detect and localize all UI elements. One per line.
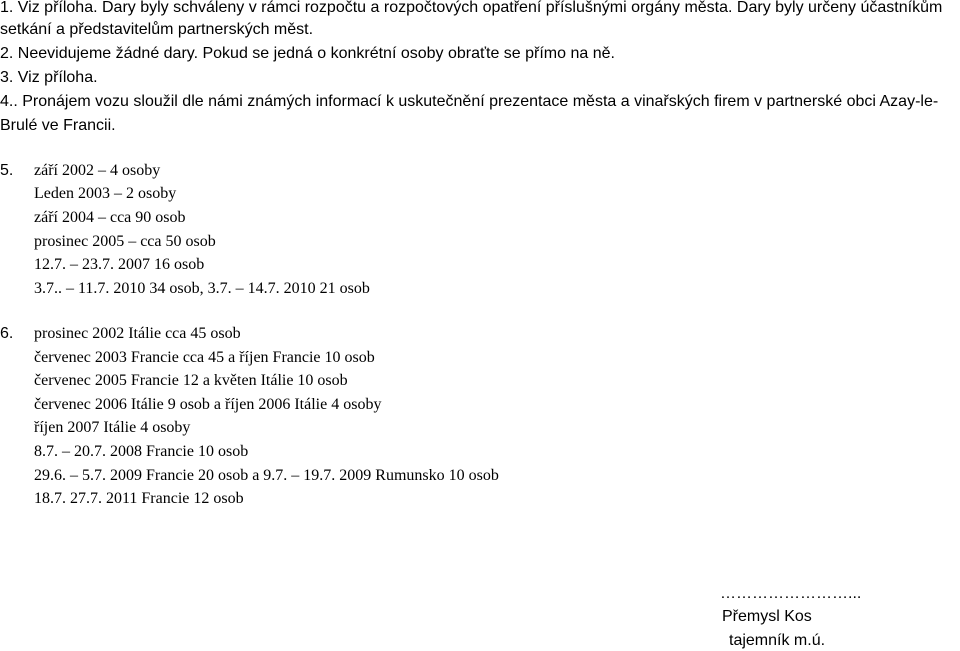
item-5-line: září 2004 – cca 90 osob: [34, 209, 186, 226]
item-2: 2. Neevidujeme žádné dary. Pokud se jedná o konkrétní osoby obraťte se přímo na ně.: [0, 45, 615, 62]
item-6-line: 8.7. – 20.7. 2008 Francie 10 osob: [34, 443, 249, 460]
item-3: 3. Viz příloha.: [0, 69, 98, 86]
item-6-line: prosinec 2002 Itálie cca 45 osob: [34, 325, 241, 342]
item-6-line: červenec 2006 Itálie 9 osob a říjen 2006 Itálie 4 osoby: [34, 396, 382, 413]
item-1-line-2: setkání a představitelům partnerských měst.: [0, 21, 314, 38]
item-5-line: prosinec 2005 – cca 50 osob: [34, 233, 216, 250]
signature-name: Přemysl Kos: [722, 608, 812, 625]
item-6-line: červenec 2003 Francie cca 45 a říjen Francie 10 osob: [34, 349, 375, 366]
item-6-line: 18.7. 27.7. 2011 Francie 12 osob: [34, 490, 244, 507]
item-5-line: 3.7.. – 11.7. 2010 34 osob, 3.7. – 14.7. 2010 21 osob: [34, 280, 370, 297]
item-5-number: 5.: [0, 162, 14, 179]
signature-dots: ……………………...: [720, 585, 862, 602]
item-5-line: 12.7. – 23.7. 2007 16 osob: [34, 256, 205, 273]
signature-title: tajemník m.ú.: [729, 632, 826, 649]
item-1-line-1: 1. Viz příloha. Dary byly schváleny v rámci rozpočtu a rozpočtových opatření příslušnými orgány města. Dary byly určeny účastníkům: [0, 0, 943, 16]
item-5-line: Leden 2003 – 2 osoby: [34, 185, 177, 202]
item-4-line-2: Brulé ve Francii.: [0, 117, 116, 134]
item-4-line-1: 4.. Pronájem vozu sloužil dle námi známých informací k uskutečnění prezentace města a vinařských firem v partnerské obci Azay-le-: [0, 93, 939, 110]
item-6-number: 6.: [0, 325, 14, 342]
item-6-line: říjen 2007 Itálie 4 osoby: [34, 419, 191, 436]
item-6-line: 29.6. – 5.7. 2009 Francie 20 osob a 9.7. – 19.7. 2009 Rumunsko 10 osob: [34, 467, 499, 484]
item-6-line: červenec 2005 Francie 12 a květen Itálie 10 osob: [34, 372, 348, 389]
item-5-line: září 2002 – 4 osoby: [34, 162, 161, 179]
